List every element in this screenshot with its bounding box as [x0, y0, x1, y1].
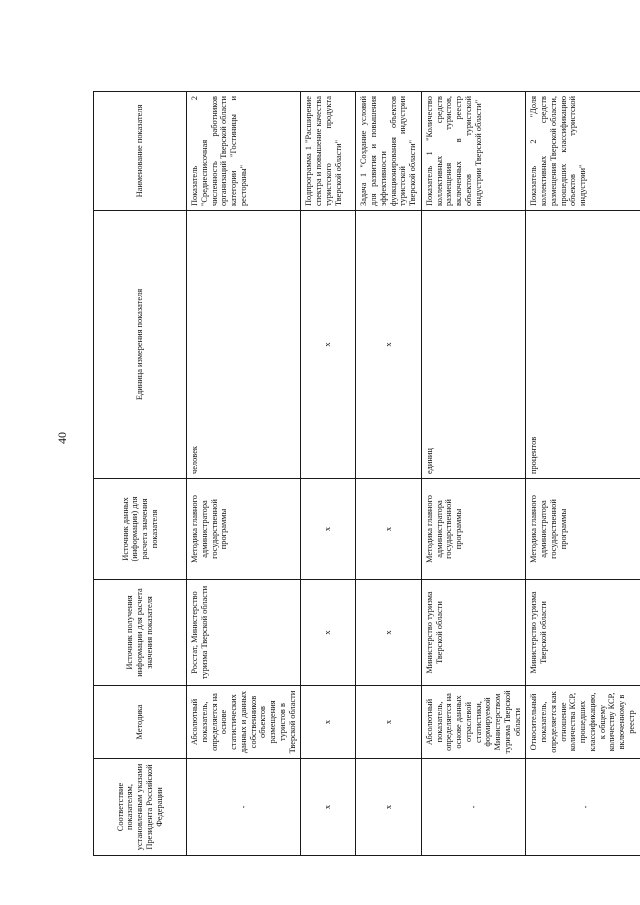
cell-source-data: x [356, 479, 422, 580]
header-unit: Единица измерения показателя [94, 211, 187, 479]
cell-source-data: Методика главного администратора государственной программы [526, 479, 640, 580]
cell-source-info: Росстат, Министерство туризма Тверской области [187, 580, 301, 686]
cell-method: x [356, 686, 422, 759]
cell-method: Абсолютный показатель, определяется на основе данных отраслевой статистики, формируемой Министерством туризма Тверской области [421, 686, 526, 759]
cell-compliance: x [356, 759, 422, 856]
cell-unit: единиц [421, 211, 526, 479]
cell-compliance: - [421, 759, 526, 856]
cell-source-data: Методика главного администратора государственной программы [421, 479, 526, 580]
header-source-info: Источник получения информации для расчета значения показателя [94, 580, 187, 686]
indicators-table [93, 91, 640, 856]
page-number: 40 [55, 432, 69, 444]
header-source-data: Источник данных (информации) для расчета значения показателя [94, 479, 187, 580]
table-row [421, 92, 526, 856]
cell-method: Абсолютный показатель, определяется на основе статистических данных и данных собственников объектов размещения туристов в Тверской области [187, 686, 301, 759]
cell-compliance: x [301, 759, 356, 856]
cell-name: Показатель 2 "Доля коллективных средств размещения Тверской области, прошедших классификацию объектов туристской индустрии" [526, 92, 640, 211]
cell-name: Показатель 1 "Количество коллективных средств размещения туристов, включенных в реестр объектов туристской индустрии Тверской области" [421, 92, 526, 211]
header-method: Методика [94, 686, 187, 759]
header-row [94, 92, 187, 856]
cell-compliance: - [526, 759, 640, 856]
cell-source-data: x [301, 479, 356, 580]
cell-method: Относительный показатель, определяется как отношение количества КСР, прошедших классификацию, к общему количеству КСР, включенному в реестр [526, 686, 640, 759]
header-compliance: Соответствие показателям, установленным указами Президента Российской Федерации [94, 759, 187, 856]
cell-name: Показатель 2 "Среднесписочная численность работников организаций Тверской области категории "Гостиницы и рестораны" [187, 92, 301, 211]
cell-source-info: x [301, 580, 356, 686]
cell-unit: x [301, 211, 356, 479]
cell-unit: x [356, 211, 422, 479]
cell-source-data: Методика главного администратора государственной программы [187, 479, 301, 580]
table-row [356, 92, 422, 856]
cell-source-info: x [356, 580, 422, 686]
table-row [187, 92, 301, 856]
header-name: Наименование показателя [94, 92, 187, 211]
cell-compliance: - [187, 759, 301, 856]
cell-unit: процентов [526, 211, 640, 479]
table-row [301, 92, 356, 856]
cell-source-info: Министерство туризма Тверской области [421, 580, 526, 686]
cell-name: Задача 1 "Создание условий для развития и повышения эффективности функционирования объектов туристской индустрии Тверской области" [356, 92, 422, 211]
cell-method: x [301, 686, 356, 759]
indicators-table-rotated [93, 92, 636, 856]
cell-name: Подпрограмма 1 "Расширение спектра и повышение качества туристского продукта Тверской области" [301, 92, 356, 211]
table-row [526, 92, 640, 856]
cell-unit: человек [187, 211, 301, 479]
cell-source-info: Министерство туризма Тверской области [526, 580, 640, 686]
